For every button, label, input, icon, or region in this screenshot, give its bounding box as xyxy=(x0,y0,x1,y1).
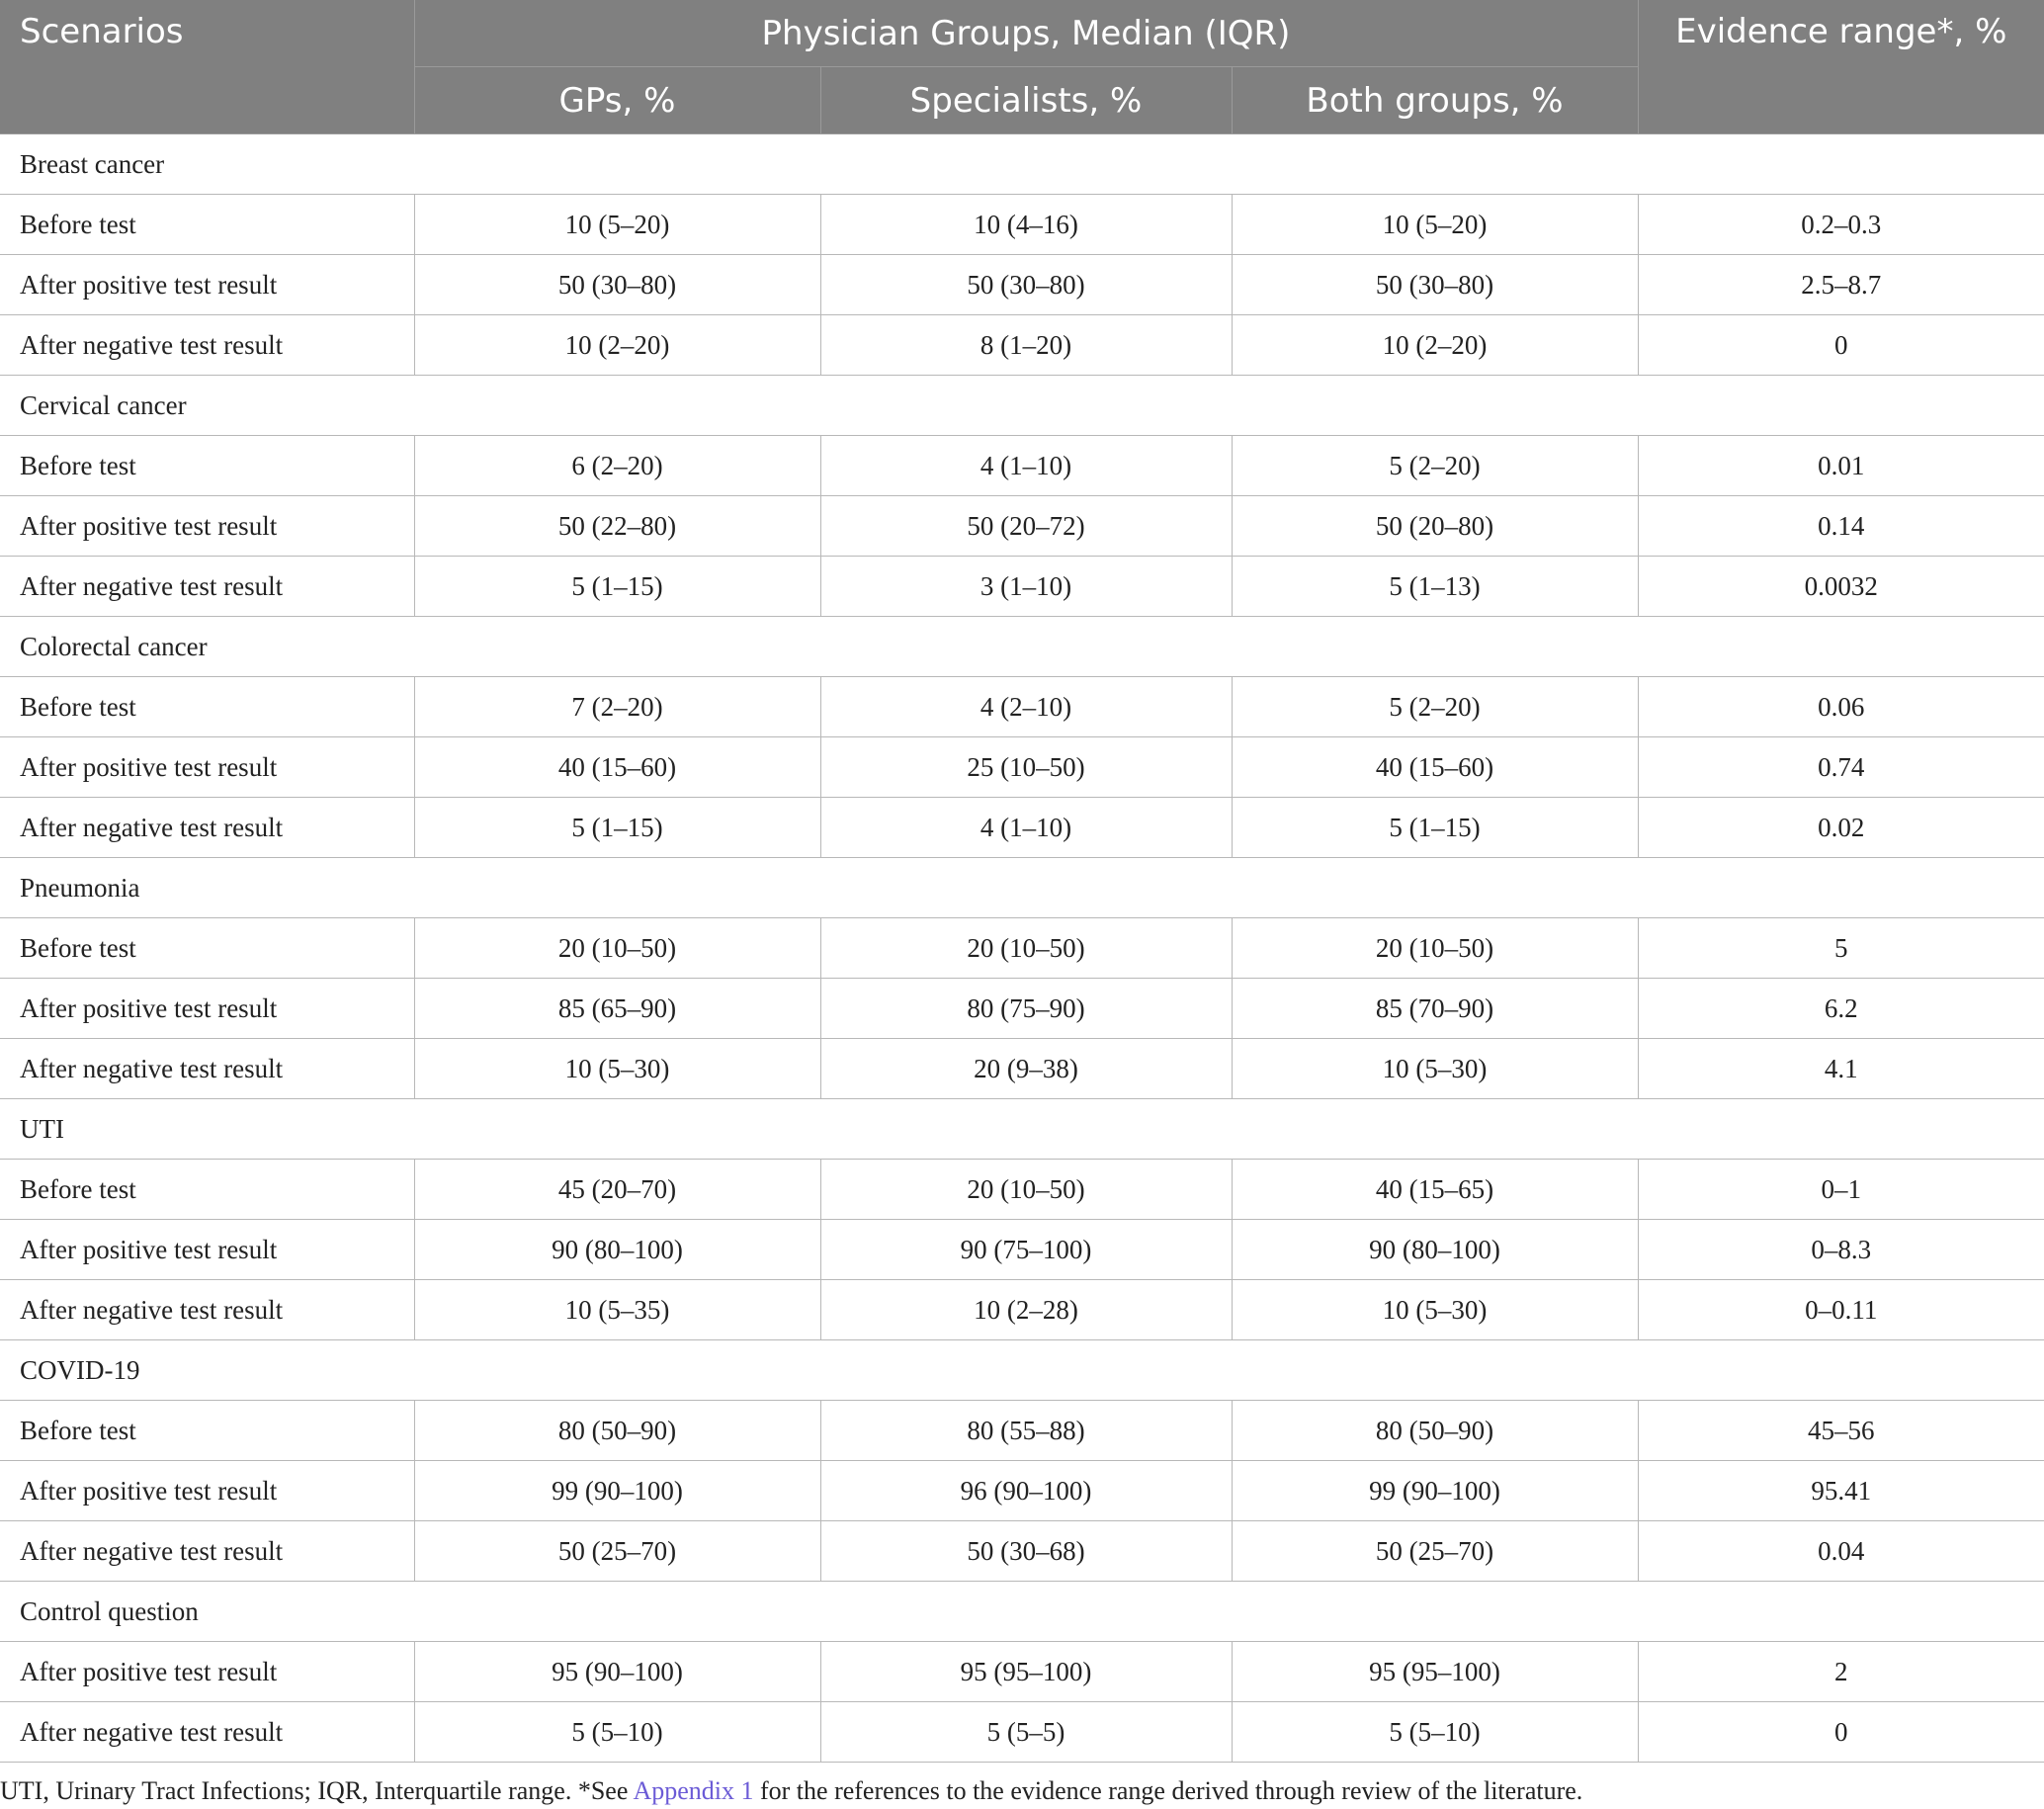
cell-both-groups: 10 (5–20) xyxy=(1232,195,1638,255)
row-label: After positive test result xyxy=(0,1642,414,1702)
cell-both-groups: 5 (1–15) xyxy=(1232,798,1638,858)
cell-specialists: 3 (1–10) xyxy=(820,557,1232,617)
table-row xyxy=(0,1702,2044,1763)
cell-both-groups: 5 (2–20) xyxy=(1232,677,1638,737)
cell-gps: 5 (5–10) xyxy=(414,1702,820,1763)
table-row xyxy=(0,677,2044,737)
cell-gps: 45 (20–70) xyxy=(414,1160,820,1220)
cell-gps: 7 (2–20) xyxy=(414,677,820,737)
row-label: After positive test result xyxy=(0,1220,414,1280)
section-row xyxy=(0,134,2044,195)
cell-evidence-range: 0.04 xyxy=(1638,1521,2044,1582)
section-row xyxy=(0,1099,2044,1160)
footnote-text-after: for the references to the evidence range derived through review of the literature. xyxy=(753,1776,1583,1805)
header-both-groups: Both groups, % xyxy=(1232,67,1638,134)
section-title: Pneumonia xyxy=(0,858,2044,918)
cell-specialists: 50 (20–72) xyxy=(820,496,1232,557)
cell-both-groups: 99 (90–100) xyxy=(1232,1461,1638,1521)
row-label: Before test xyxy=(0,918,414,979)
header-gps: GPs, % xyxy=(414,67,820,134)
cell-specialists: 96 (90–100) xyxy=(820,1461,1232,1521)
row-label: After negative test result xyxy=(0,1280,414,1340)
cell-gps: 20 (10–50) xyxy=(414,918,820,979)
cell-both-groups: 10 (5–30) xyxy=(1232,1280,1638,1340)
section-row xyxy=(0,1582,2044,1642)
row-label: Before test xyxy=(0,436,414,496)
cell-specialists: 50 (30–80) xyxy=(820,255,1232,315)
cell-gps: 50 (30–80) xyxy=(414,255,820,315)
table-row xyxy=(0,1160,2044,1220)
cell-specialists: 90 (75–100) xyxy=(820,1220,1232,1280)
cell-gps: 10 (5–20) xyxy=(414,195,820,255)
section-row xyxy=(0,1340,2044,1401)
table-row xyxy=(0,1039,2044,1099)
cell-evidence-range: 6.2 xyxy=(1638,979,2044,1039)
footnote-text-before: UTI, Urinary Tract Infections; IQR, Interquartile range. *See xyxy=(0,1776,634,1805)
section-title: COVID-19 xyxy=(0,1340,2044,1401)
row-label: Before test xyxy=(0,677,414,737)
table-row xyxy=(0,255,2044,315)
cell-specialists: 8 (1–20) xyxy=(820,315,1232,376)
cell-gps: 5 (1–15) xyxy=(414,557,820,617)
row-label: Before test xyxy=(0,1160,414,1220)
cell-specialists: 20 (9–38) xyxy=(820,1039,1232,1099)
cell-specialists: 80 (75–90) xyxy=(820,979,1232,1039)
table-row xyxy=(0,557,2044,617)
cell-gps: 50 (25–70) xyxy=(414,1521,820,1582)
table-row xyxy=(0,979,2044,1039)
cell-evidence-range: 4.1 xyxy=(1638,1039,2044,1099)
row-label: Before test xyxy=(0,195,414,255)
cell-evidence-range: 0.14 xyxy=(1638,496,2044,557)
cell-gps: 99 (90–100) xyxy=(414,1461,820,1521)
cell-evidence-range: 0.02 xyxy=(1638,798,2044,858)
row-label: After negative test result xyxy=(0,557,414,617)
table-row xyxy=(0,1220,2044,1280)
table-row xyxy=(0,436,2044,496)
cell-evidence-range: 0.74 xyxy=(1638,737,2044,798)
row-label: Before test xyxy=(0,1401,414,1461)
section-title: Cervical cancer xyxy=(0,376,2044,436)
row-label: After negative test result xyxy=(0,798,414,858)
section-row xyxy=(0,376,2044,436)
cell-gps: 95 (90–100) xyxy=(414,1642,820,1702)
cell-gps: 90 (80–100) xyxy=(414,1220,820,1280)
table-row xyxy=(0,496,2044,557)
row-label: After positive test result xyxy=(0,737,414,798)
table-row xyxy=(0,1280,2044,1340)
cell-gps: 10 (5–30) xyxy=(414,1039,820,1099)
cell-specialists: 4 (1–10) xyxy=(820,798,1232,858)
cell-both-groups: 95 (95–100) xyxy=(1232,1642,1638,1702)
cell-gps: 80 (50–90) xyxy=(414,1401,820,1461)
row-label: After negative test result xyxy=(0,1039,414,1099)
cell-both-groups: 10 (2–20) xyxy=(1232,315,1638,376)
section-row xyxy=(0,858,2044,918)
cell-evidence-range: 0.0032 xyxy=(1638,557,2044,617)
cell-both-groups: 10 (5–30) xyxy=(1232,1039,1638,1099)
table-row xyxy=(0,195,2044,255)
section-title: UTI xyxy=(0,1099,2044,1160)
cell-specialists: 10 (2–28) xyxy=(820,1280,1232,1340)
cell-both-groups: 50 (30–80) xyxy=(1232,255,1638,315)
cell-evidence-range: 0–8.3 xyxy=(1638,1220,2044,1280)
cell-gps: 40 (15–60) xyxy=(414,737,820,798)
cell-evidence-range: 2 xyxy=(1638,1642,2044,1702)
cell-specialists: 10 (4–16) xyxy=(820,195,1232,255)
cell-gps: 10 (5–35) xyxy=(414,1280,820,1340)
table-header xyxy=(0,0,2044,134)
cell-gps: 50 (22–80) xyxy=(414,496,820,557)
cell-evidence-range: 0.01 xyxy=(1638,436,2044,496)
header-physician-groups: Physician Groups, Median (IQR) xyxy=(414,0,1638,67)
cell-evidence-range: 0 xyxy=(1638,315,2044,376)
row-label: After positive test result xyxy=(0,255,414,315)
cell-specialists: 20 (10–50) xyxy=(820,1160,1232,1220)
section-title: Colorectal cancer xyxy=(0,617,2044,677)
row-label: After positive test result xyxy=(0,496,414,557)
cell-both-groups: 20 (10–50) xyxy=(1232,918,1638,979)
table-row xyxy=(0,798,2044,858)
section-row xyxy=(0,617,2044,677)
row-label: After negative test result xyxy=(0,1702,414,1763)
cell-specialists: 50 (30–68) xyxy=(820,1521,1232,1582)
cell-gps: 10 (2–20) xyxy=(414,315,820,376)
cell-evidence-range: 5 xyxy=(1638,918,2044,979)
header-scenarios: Scenarios xyxy=(0,0,414,134)
cell-both-groups: 90 (80–100) xyxy=(1232,1220,1638,1280)
cell-both-groups: 5 (2–20) xyxy=(1232,436,1638,496)
cell-both-groups: 5 (1–13) xyxy=(1232,557,1638,617)
cell-evidence-range: 0–1 xyxy=(1638,1160,2044,1220)
table-row xyxy=(0,1401,2044,1461)
appendix-link[interactable]: Appendix 1 xyxy=(633,1776,754,1805)
cell-gps: 5 (1–15) xyxy=(414,798,820,858)
cell-evidence-range: 45–56 xyxy=(1638,1401,2044,1461)
cell-both-groups: 40 (15–60) xyxy=(1232,737,1638,798)
row-label: After positive test result xyxy=(0,979,414,1039)
cell-gps: 6 (2–20) xyxy=(414,436,820,496)
section-title: Control question xyxy=(0,1582,2044,1642)
cell-evidence-range: 0–0.11 xyxy=(1638,1280,2044,1340)
table-body xyxy=(0,134,2044,1763)
table-row xyxy=(0,1521,2044,1582)
table-row xyxy=(0,737,2044,798)
cell-both-groups: 85 (70–90) xyxy=(1232,979,1638,1039)
cell-both-groups: 50 (25–70) xyxy=(1232,1521,1638,1582)
cell-specialists: 4 (2–10) xyxy=(820,677,1232,737)
cell-evidence-range: 2.5–8.7 xyxy=(1638,255,2044,315)
cell-both-groups: 50 (20–80) xyxy=(1232,496,1638,557)
cell-specialists: 20 (10–50) xyxy=(820,918,1232,979)
table-footnote xyxy=(0,1776,2044,1806)
row-label: After negative test result xyxy=(0,1521,414,1582)
section-title: Breast cancer xyxy=(0,134,2044,195)
header-specialists: Specialists, % xyxy=(820,67,1232,134)
cell-evidence-range: 0.06 xyxy=(1638,677,2044,737)
cell-both-groups: 40 (15–65) xyxy=(1232,1160,1638,1220)
cell-evidence-range: 95.41 xyxy=(1638,1461,2044,1521)
cell-gps: 85 (65–90) xyxy=(414,979,820,1039)
header-evidence-range: Evidence range*, % xyxy=(1638,0,2044,134)
cell-evidence-range: 0.2–0.3 xyxy=(1638,195,2044,255)
cell-both-groups: 80 (50–90) xyxy=(1232,1401,1638,1461)
cell-specialists: 80 (55–88) xyxy=(820,1401,1232,1461)
cell-specialists: 4 (1–10) xyxy=(820,436,1232,496)
cell-specialists: 25 (10–50) xyxy=(820,737,1232,798)
table-row xyxy=(0,918,2044,979)
cell-both-groups: 5 (5–10) xyxy=(1232,1702,1638,1763)
cell-specialists: 5 (5–5) xyxy=(820,1702,1232,1763)
cell-specialists: 95 (95–100) xyxy=(820,1642,1232,1702)
table-row xyxy=(0,1642,2044,1702)
table-row xyxy=(0,1461,2044,1521)
table-row xyxy=(0,315,2044,376)
row-label: After negative test result xyxy=(0,315,414,376)
cell-evidence-range: 0 xyxy=(1638,1702,2044,1763)
row-label: After positive test result xyxy=(0,1461,414,1521)
